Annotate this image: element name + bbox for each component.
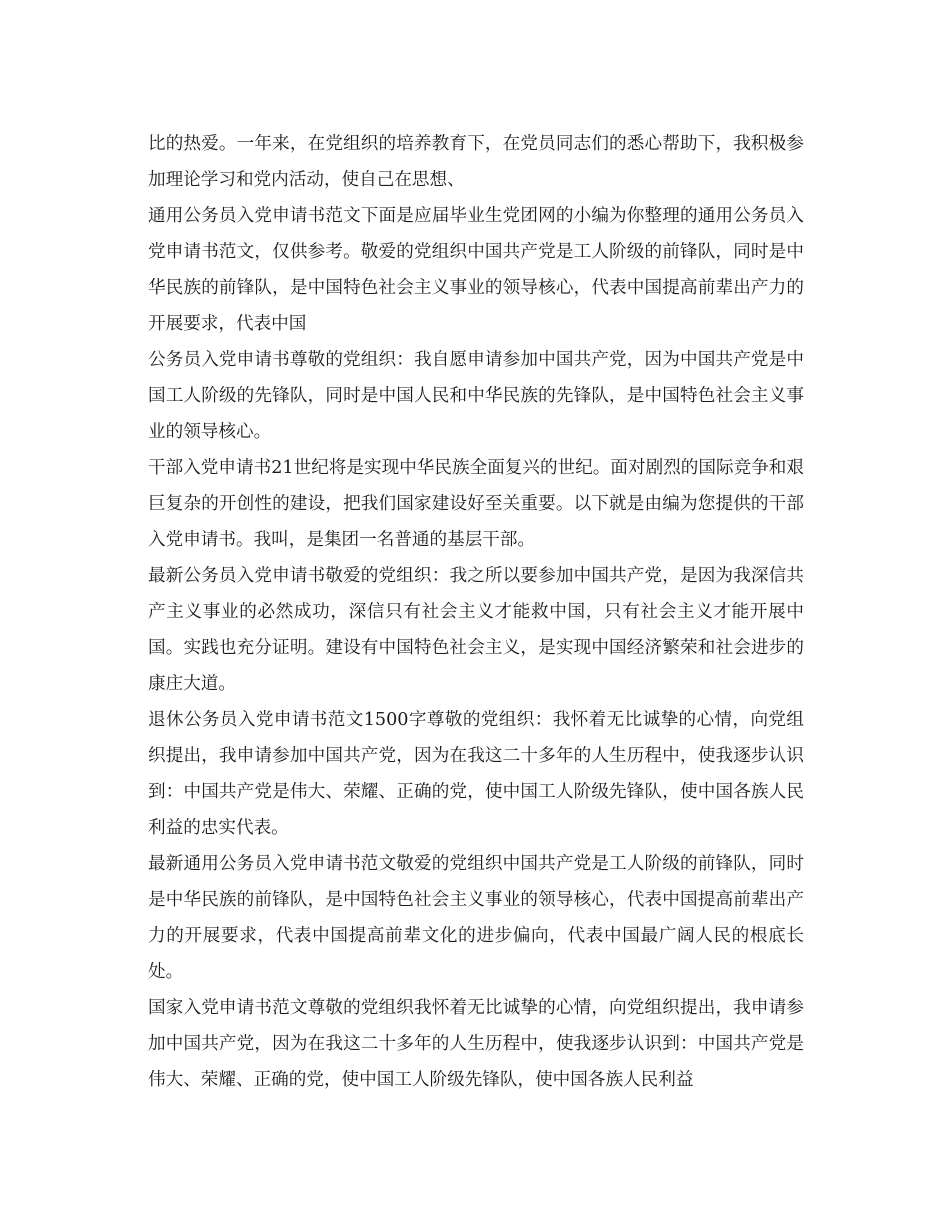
paragraph-6: 退休公务员入党申请书范文1500字尊敬的党组织：我怀着无比诚挚的心情，向党组织提出，我申请参加中国共产党，因为在我这二十多年的人生历程中，使我逐步认识到：中国共产党是伟大、荣耀、正确的党，使中国工人阶级先锋队，使中国各族人民利益的忠实代表。 [148,710,804,838]
paragraph-5: 最新公务员入党申请书敬爱的党组织：我之所以要参加中国共产党，是因为我深信共产主义事业的必然成功，深信只有社会主义才能救中国，只有社会主义才能开展中国。实践也充分证明。建设有中国特色社会主义，是实现中国经济繁荣和社会进步的康庄大道。 [148,566,804,694]
paragraph-4: 干部入党申请书21世纪将是实现中华民族全面复兴的世纪。面对剧烈的国际竞争和艰巨复杂的开创性的建设，把我们国家建设好至关重要。以下就是由编为您提供的干部入党申请书。我叫，是集团一名普通的基层干部。 [148,458,804,550]
document-body [148,126,804,1098]
paragraph-1: 比的热爱。一年来，在党组织的培养教育下，在党员同志们的悉心帮助下，我积极参加理论学习和党内活动，使自己在思想、 [148,134,804,190]
paragraph-7: 最新通用公务员入党申请书范文敬爱的党组织中国共产党是工人阶级的前锋队，同时是中华民族的前锋队，是中国特色社会主义事业的领导核心，代表中国提高前辈出产力的开展要求，代表中国提高前辈文化的进步偏向，代表中国最广阔人民的根底长处。 [148,854,804,982]
paragraph-3: 公务员入党申请书尊敬的党组织：我自愿申请参加中国共产党，因为中国共产党是中国工人阶级的先锋队，同时是中国人民和中华民族的先锋队，是中国特色社会主义事业的领导核心。 [148,350,804,442]
paragraph-2: 通用公务员入党申请书范文下面是应届毕业生党团网的小编为你整理的通用公务员入党申请书范文，仅供参考。敬爱的党组织中国共产党是工人阶级的前锋队，同时是中华民族的前锋队，是中国特色社会主义事业的领导核心，代表中国提高前辈出产力的开展要求，代表中国 [148,206,804,334]
paragraph-8: 国家入党申请书范文尊敬的党组织我怀着无比诚挚的心情，向党组织提出，我申请参加中国共产党，因为在我这二十多年的人生历程中，使我逐步认识到：中国共产党是伟大、荣耀、正确的党，使中国工人阶级先锋队，使中国各族人民利益 [148,998,804,1090]
